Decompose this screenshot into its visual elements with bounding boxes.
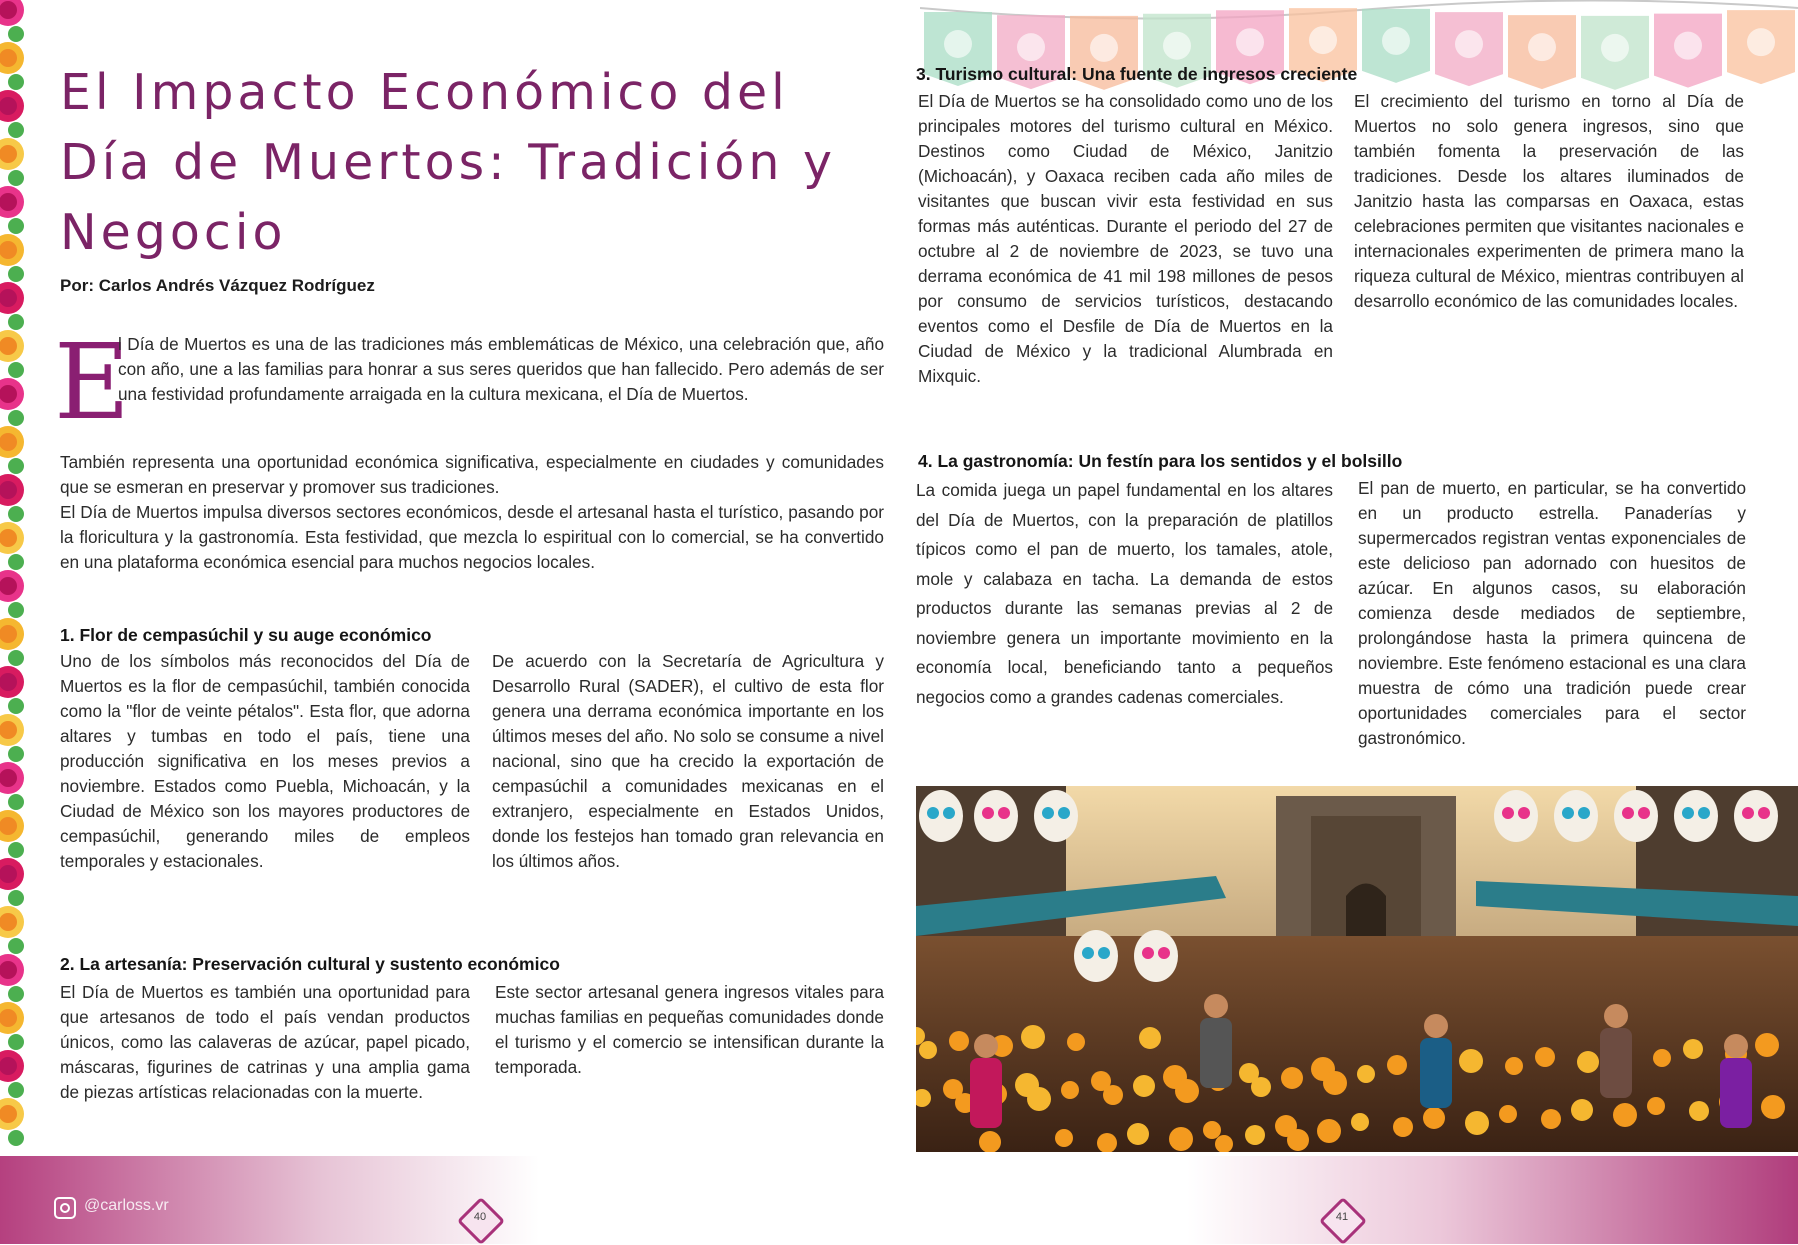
paragraph-sectors: El Día de Muertos impulsa diversos sectores económicos, desde el artesanal hasta el turístico, pasando por la floricultura y la gastronomía. Esta festividad, que mezcla lo espiritual con lo comercial, se ha convertido en una plataforma económica esencial para muchos negocios locales. [60, 502, 884, 572]
drop-cap: E [54, 321, 130, 443]
section-2-heading: 2. La artesanía: Preservación cultural y sustento económico [60, 954, 560, 974]
social-handle[interactable]: @carloss.vr [84, 1197, 169, 1214]
section-4-column-a: La comida juega un papel fundamental en los altares del Día de Muertos, con la preparación de platillos típicos como el pan de muerto, los tamales, atole, mole y calabaza en tacha. La demanda de estos productos durante las semanas previas al 2 de noviembre genera un importante movimiento en la economía local, beneficiando tanto a pequeños negocios como a grandes cadenas comerciales. [916, 480, 1333, 707]
body-paragraphs [60, 450, 884, 575]
section-4-column-b: El pan de muerto, en particular, se ha convertido en un producto estrella. Panaderías y supermercados registran ventas exponenciales de este delicioso pan adornado con huesitos de azúcar. En algunos casos, su elaboración comienza desde mediados de septiembre, prolongándose hasta la primera quincena de noviembre. Este fenómeno estacional es una clara muestra de cómo una tradición puede crear oportunidades comerciales para el sector gastronómico. [1358, 478, 1746, 748]
section-1-column-a: Uno de los símbolos más reconocidos del Día de Muertos es la flor de cempasúchil, también conocida como la "flor de veinte pétalos". Esta flor, que adorna altares y tumbas en todo el país, tiene una producción significativa en los meses previos a noviembre. Estados como Puebla, Michoacán, y la Ciudad de México son los mayores productores de cempasúchil, generando miles de empleos temporales y estacionales. [60, 651, 470, 871]
page-number-right [1322, 1200, 1362, 1240]
section-3-column-a: El Día de Muertos se ha consolidado como uno de los principales motores del turismo cultural en México. Destinos como Ciudad de México, Janitzio (Michoacán), y Oaxaca reciben cada año miles de visitantes que buscan vivir esta festividad en sus formas más auténticas. Durante el periodo del 27 de octubre al 2 de noviembre de 2023, se tuvo una derrama económica de 41 mil 198 millones de pesos por consumo de servicios turísticos, destacando eventos como el Desfile de Día de Muertos en la Ciudad de México y la tradicional Alumbrada en Mixquic. [918, 91, 1333, 386]
section-1-heading: 1. Flor de cempasúchil y su auge económico [60, 625, 432, 645]
page-number-left [460, 1200, 500, 1240]
intro-paragraph: l Día de Muertos es una de las tradiciones más emblemáticas de México, una celebración que, año con año, une a las familias para honrar a sus seres queridos que han fallecido. Pero además de ser una festividad profundamente arraigada en la cultura mexicana, el Día de Muertos. [118, 334, 884, 404]
section-3-heading: 3. Turismo cultural: Una fuente de ingresos creciente [916, 64, 1358, 84]
marigold-border-decoration [0, 0, 26, 1156]
page-footer [0, 1156, 1798, 1244]
instagram-icon[interactable] [54, 1197, 76, 1219]
section-3-column-b: El crecimiento del turismo en torno al Día de Muertos no solo genera ingresos, sino que también fomenta la preservación de las tradiciones. Desde los altares iluminados de Janitzio hasta las comparsas en Oaxaca, estas celebraciones permiten que visitantes nacionales e internacionales experimenten de primera mano la riqueza cultural de México, mientras contribuyen al desarrollo económico de las comunidades locales. [1354, 91, 1744, 311]
section-2-column-b: Este sector artesanal genera ingresos vitales para muchas familias en pequeñas comunidades donde el turismo y el comercio se intensifican durante la temporada. [495, 982, 884, 1077]
article-title: El Impacto Económico del Día de Muertos: Tradición y Negocio [60, 64, 836, 261]
page-number-left-label: 40 [473, 1211, 487, 1223]
author-byline: Por: Carlos Andrés Vázquez Rodríguez [60, 276, 375, 295]
section-4-heading: 4. La gastronomía: Un festín para los sentidos y el bolsillo [918, 451, 1403, 471]
paragraph-opportunity: También representa una oportunidad económica significativa, especialmente en ciudades y comunidades que se esmeran en preservar y promover sus tradiciones. [60, 452, 884, 497]
page-number-right-label: 41 [1335, 1211, 1349, 1223]
dia-de-muertos-market-illustration [916, 786, 1798, 1152]
section-2-column-a: El Día de Muertos es también una oportunidad para que artesanos de todo el país vendan productos únicos, como las calaveras de azúcar, papel picado, máscaras, figurines de catrinas y una amplia gama de piezas artísticas relacionadas con la muerte. [60, 982, 470, 1102]
section-1-column-b: De acuerdo con la Secretaría de Agricultura y Desarrollo Rural (SADER), el cultivo de esta flor genera una derrama económica importante en los últimos meses del año. No solo se consume a nivel nacional, sino que ha crecido la exportación de cempasúchil a comunidades mexicanas en el extranjero, especialmente en Estados Unidos, donde los festejos han tomado gran relevancia en los últimos años. [492, 651, 884, 871]
